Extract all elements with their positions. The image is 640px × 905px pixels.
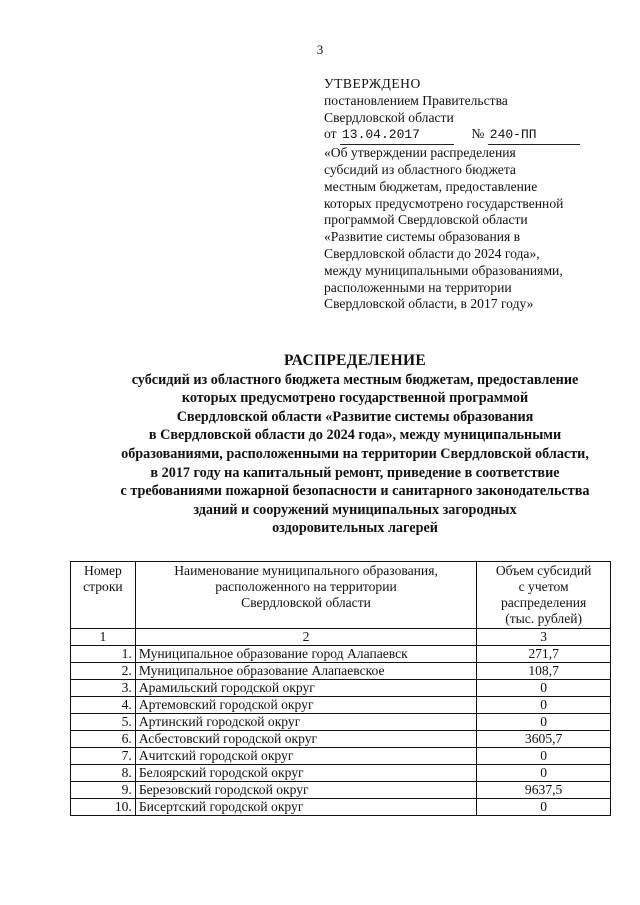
header-text: с учетом (518, 579, 569, 594)
table-row (71, 765, 611, 782)
row-number: 8. (71, 765, 136, 782)
approval-subject-line: программой Свердловской области (324, 212, 528, 228)
table-row (71, 782, 611, 799)
title-line: оздоровительных лагерей (272, 520, 438, 537)
header-text: расположенного на территории (215, 579, 397, 594)
approval-subject-line: местным бюджетам, предоставление (324, 178, 538, 194)
row-number: 5. (71, 714, 136, 731)
page-number: 3 (316, 42, 324, 57)
row-number: 6. (71, 731, 136, 748)
subsidy-value: 108,7 (477, 663, 611, 680)
row-number: 10. (71, 799, 136, 816)
approval-heading: УТВЕРЖДЕНО (324, 76, 421, 91)
row-number: 2. (71, 663, 136, 680)
table-header-row (71, 562, 611, 629)
approval-subject-line: «Развитие системы образования в (324, 229, 521, 245)
subsidy-value: 0 (477, 765, 611, 782)
title-main: РАСПРЕДЕЛЕНИЕ (284, 352, 426, 369)
table-row (71, 663, 611, 680)
header-subsidy-volume (477, 562, 611, 629)
title-line: которых предусмотрено государственной программой (181, 390, 529, 407)
header-text: Наименование муниципального образования, (174, 563, 438, 578)
approval-block (324, 76, 624, 313)
municipality-name: Ачитский городской округ (135, 748, 476, 765)
municipality-name: Асбестовский городской округ (135, 731, 476, 748)
approval-subject-line: субсидий из областного бюджета (324, 161, 516, 177)
approval-subject-line: которых предусмотрено государственной (324, 195, 564, 211)
header-municipality (135, 562, 476, 629)
municipality-name: Артемовский городской округ (135, 697, 476, 714)
approval-line: Свердловской области (324, 109, 454, 125)
title-line: зданий и сооружений муниципальных загородных (193, 501, 517, 518)
table-row (71, 697, 611, 714)
title-line: Свердловской области «Развитие системы образования (176, 408, 534, 425)
municipality-name: Муниципальное образование город Алапаевск (135, 646, 476, 663)
approval-date: 13.04.2017 (340, 127, 454, 145)
subsidy-value: 0 (477, 697, 611, 714)
approval-line: постановлением Правительства (324, 92, 508, 108)
table-row (71, 731, 611, 748)
document-title (70, 352, 640, 538)
subsidy-table (70, 561, 611, 816)
approval-date-line (324, 126, 624, 145)
approval-subject-line: «Об утверждении распределения (324, 145, 516, 161)
column-number: 1 (71, 629, 136, 646)
approval-subject-line: между муниципальными образованиями, (324, 262, 563, 278)
municipality-name: Артинский городской округ (135, 714, 476, 731)
header-text: строки (83, 579, 123, 594)
approval-subject-line: Свердловской области до 2024 года», (324, 245, 540, 261)
date-prefix: от (324, 126, 337, 142)
table-row (71, 748, 611, 765)
number-prefix: № (471, 126, 485, 142)
municipality-name: Бисертский городской округ (135, 799, 476, 816)
row-number: 1. (71, 646, 136, 663)
approval-subject-line: Свердловской области, в 2017 году» (324, 296, 534, 312)
subsidy-value: 0 (477, 748, 611, 765)
column-number: 2 (135, 629, 476, 646)
municipality-name: Муниципальное образование Алапаевское (135, 663, 476, 680)
row-number: 4. (71, 697, 136, 714)
subsidy-value: 0 (477, 799, 611, 816)
municipality-name: Белоярский городской округ (135, 765, 476, 782)
subsidy-value: 0 (477, 680, 611, 697)
table-row (71, 680, 611, 697)
title-line: образованиями, расположенными на территории Свердловской области, (121, 445, 589, 462)
subsidy-value: 9637,5 (477, 782, 611, 799)
title-line: в 2017 году на капитальный ремонт, приведение в соответствие (150, 464, 560, 481)
column-number-row (71, 629, 611, 646)
header-text: (тыс. рублей) (505, 611, 583, 626)
title-line: с требованиями пожарной безопасности и санитарного законодательства (120, 483, 590, 500)
title-line: в Свердловской области до 2024 года», между муниципальными (148, 427, 562, 444)
municipality-name: Березовский городской округ (135, 782, 476, 799)
table-row (71, 714, 611, 731)
table-row (71, 799, 611, 816)
table-row (71, 646, 611, 663)
row-number: 3. (71, 680, 136, 697)
approval-subject-line: расположенными на территории (324, 279, 512, 295)
header-text: распределения (500, 595, 587, 610)
row-number: 9. (71, 782, 136, 799)
subsidy-value: 0 (477, 714, 611, 731)
column-number: 3 (477, 629, 611, 646)
title-line: субсидий из областного бюджета местным бюджетам, предоставление (131, 371, 579, 388)
subsidy-value: 271,7 (477, 646, 611, 663)
header-text: Номер (84, 563, 122, 578)
header-row-number (71, 562, 136, 629)
header-text: Объем субсидий (495, 563, 592, 578)
subsidy-value: 3605,7 (477, 731, 611, 748)
row-number: 7. (71, 748, 136, 765)
approval-number: 240-ПП (488, 127, 580, 145)
municipality-name: Арамильский городской округ (135, 680, 476, 697)
header-text: Свердловской области (241, 595, 371, 610)
